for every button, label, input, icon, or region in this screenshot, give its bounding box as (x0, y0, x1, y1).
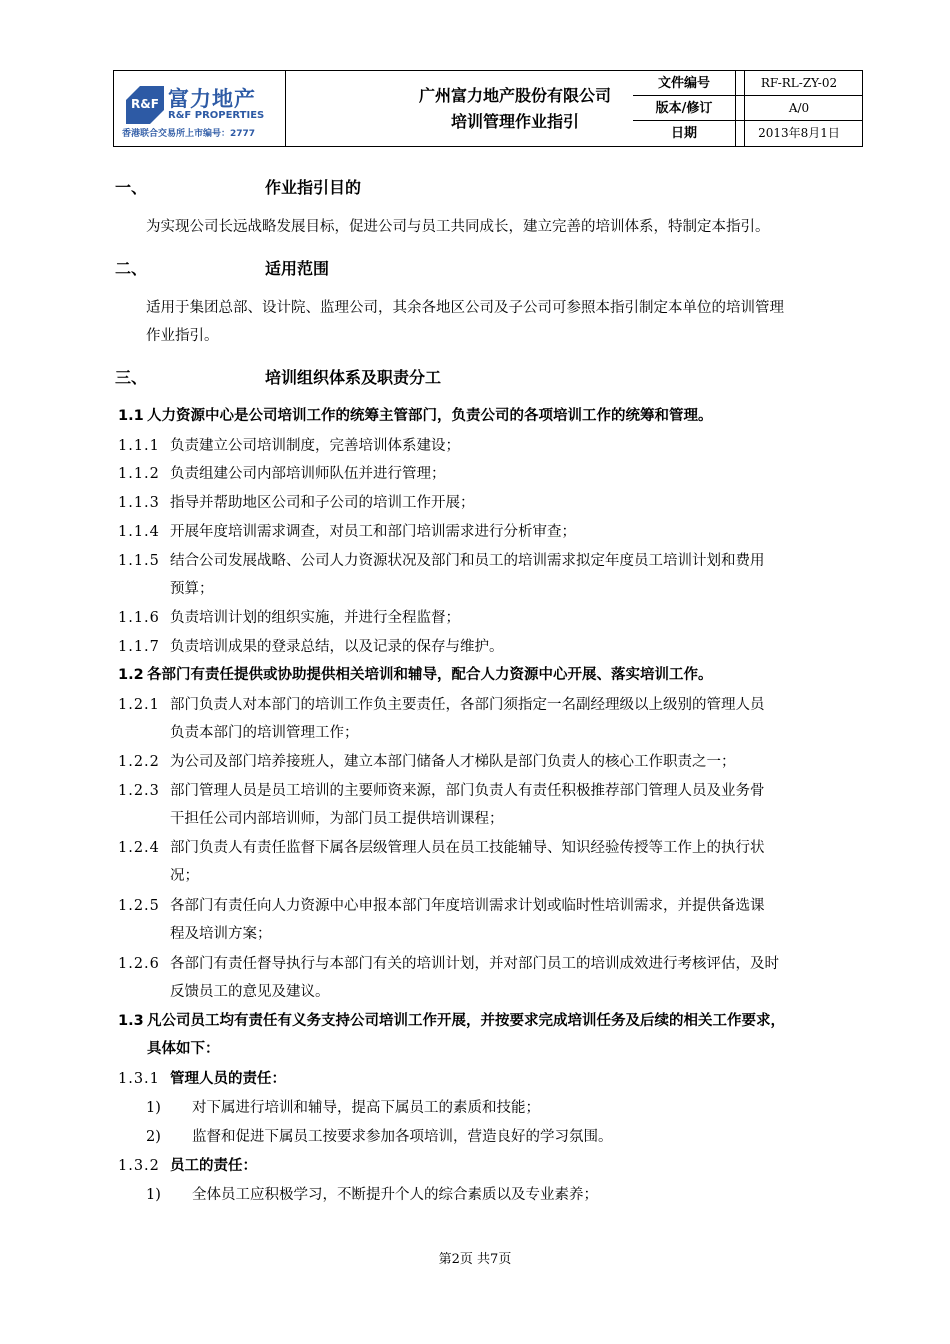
item-text: 负责培训计划的组织实施，并进行全程监督； (170, 610, 460, 626)
meta-row-date (633, 121, 862, 146)
item-text-cont: 反馈员工的意见及建议。 (170, 984, 330, 1000)
item-text-cont: 预算； (170, 581, 214, 597)
item-heading: 管理人员的责任： (170, 1071, 286, 1087)
item-text: 各部门有责任向人力资源中心申报本部门年度培训需求计划或临时性培训需求，并提供备选课 (170, 898, 765, 914)
item-number: 1.2.4 (118, 840, 160, 856)
item-text: 各部门有责任督导执行与本部门有关的培训计划，并对部门员工的培训成效进行考核评估，及时 (170, 956, 779, 972)
meta-value: RF-RL-ZY-02 (760, 76, 838, 90)
meta-key: 版本/修订 (633, 96, 736, 120)
list-marker: 1) (146, 1100, 161, 1116)
subheading-number: 1.3 (118, 1013, 144, 1029)
item-text-cont: 干担任公司内部培训师，为部门员工提供培训课程； (170, 811, 504, 827)
item-text: 为公司及部门培养接班人，建立本部门储备人才梯队是部门负责人的核心工作职责之一； (170, 754, 736, 770)
list-item: 监督和促进下属员工按要求参加各项培训，营造良好的学习氛围。 (192, 1129, 613, 1145)
item-number: 1.2.1 (118, 697, 160, 713)
paragraph: 为实现公司长远战略发展目标，促进公司与员工共同成长，建立完善的培训体系，特制定本指引。 (146, 219, 770, 235)
item-number: 1.2.2 (118, 754, 160, 770)
item-text: 部门管理人员是员工培训的主要师资来源，部门负责人有责任积极推荐部门管理人员及业务骨 (170, 783, 765, 799)
section-number: 一、 (115, 178, 148, 197)
meta-value: 2013年8月1日 (758, 126, 840, 140)
item-number: 1.2.5 (118, 898, 160, 914)
item-text: 负责组建公司内部培训师队伍并进行管理； (170, 466, 446, 482)
subheading-number: 1.2 (118, 667, 144, 683)
item-number: 1.3.1 (118, 1071, 160, 1087)
logo-listing-number: 香港联合交易所上市编号：2777 (122, 129, 256, 139)
meta-key: 日期 (633, 121, 736, 146)
logo-english-name: R&F PROPERTIES (168, 110, 265, 121)
subheading: 各部门有责任提供或协助提供相关培训和辅导，配合人力资源中心开展、落实培训工作。 (147, 667, 713, 683)
logo-chinese-name: 富力地产 (168, 86, 256, 111)
section-number: 二、 (115, 259, 148, 278)
logo-mark-text: R&F (131, 97, 159, 111)
item-text-cont: 程及培训方案； (170, 926, 272, 942)
item-text: 负责建立公司培训制度，完善培训体系建设； (170, 438, 460, 454)
list-item: 对下属进行培训和辅导，提高下属员工的素质和技能； (192, 1100, 540, 1116)
item-number: 1.1.1 (118, 438, 160, 454)
list-item: 全体员工应积极学习，不断提升个人的综合素质以及专业素养； (192, 1187, 598, 1203)
document-meta-table (633, 71, 862, 146)
meta-value: A/0 (788, 101, 810, 115)
meta-row-version (633, 96, 862, 121)
subheading-cont: 具体如下： (147, 1041, 220, 1057)
item-number: 1.1.4 (118, 524, 160, 540)
item-text: 指导并帮助地区公司和子公司的培训工作开展； (170, 495, 475, 511)
section-title: 作业指引目的 (265, 178, 362, 197)
item-number: 1.1.6 (118, 610, 160, 626)
subheading: 凡公司员工均有责任有义务支持公司培训工作开展，并按要求完成培训任务及后续的相关工作要求， (147, 1013, 785, 1029)
paragraph-cont: 作业指引。 (146, 328, 219, 344)
item-text-cont: 负责本部门的培训管理工作； (170, 725, 359, 741)
page-number: 第2页 共7页 (438, 1252, 512, 1267)
item-number: 1.3.2 (118, 1158, 160, 1174)
item-number: 1.1.2 (118, 466, 160, 482)
list-marker: 2) (146, 1129, 161, 1145)
item-text: 部门负责人有责任监督下属各层级管理人员在员工技能辅导、知识经验传授等工作上的执行状 (170, 840, 765, 856)
item-number: 1.2.6 (118, 956, 160, 972)
meta-row-file-number (633, 71, 862, 96)
document-title: 培训管理作业指引 (450, 111, 579, 131)
item-text: 负责培训成果的登录总结，以及记录的保存与维护。 (170, 639, 504, 655)
meta-key: 文件编号 (633, 71, 736, 95)
company-name: 广州富力地产股份有限公司 (418, 85, 611, 105)
paragraph: 适用于集团总部、设计院、监理公司，其余各地区公司及子公司可参照本指引制定本单位的培训管理 (146, 300, 784, 316)
document-header (113, 70, 863, 147)
item-number: 1.1.7 (118, 639, 160, 655)
section-title: 适用范围 (265, 259, 330, 278)
section-title: 培训组织体系及职责分工 (265, 368, 442, 387)
section-number: 三、 (115, 368, 148, 387)
item-number: 1.1.5 (118, 553, 160, 569)
subheading-number: 1.1 (118, 408, 144, 424)
logo (114, 71, 286, 146)
list-marker: 1) (146, 1187, 161, 1203)
item-heading: 员工的责任： (170, 1158, 257, 1174)
subheading: 人力资源中心是公司培训工作的统筹主管部门，负责公司的各项培训工作的统筹和管理。 (147, 408, 713, 424)
item-number: 1.2.3 (118, 783, 160, 799)
item-number: 1.1.3 (118, 495, 160, 511)
rf-logo-icon (126, 86, 164, 124)
item-text-cont: 况； (170, 868, 199, 884)
item-text: 部门负责人对本部门的培训工作负主要责任，各部门须指定一名副经理级以上级别的管理人员 (170, 697, 765, 713)
item-text: 结合公司发展战略、公司人力资源状况及部门和员工的培训需求拟定年度员工培训计划和费用 (170, 553, 765, 569)
item-text: 开展年度培训需求调查，对员工和部门培训需求进行分析审查； (170, 524, 576, 540)
